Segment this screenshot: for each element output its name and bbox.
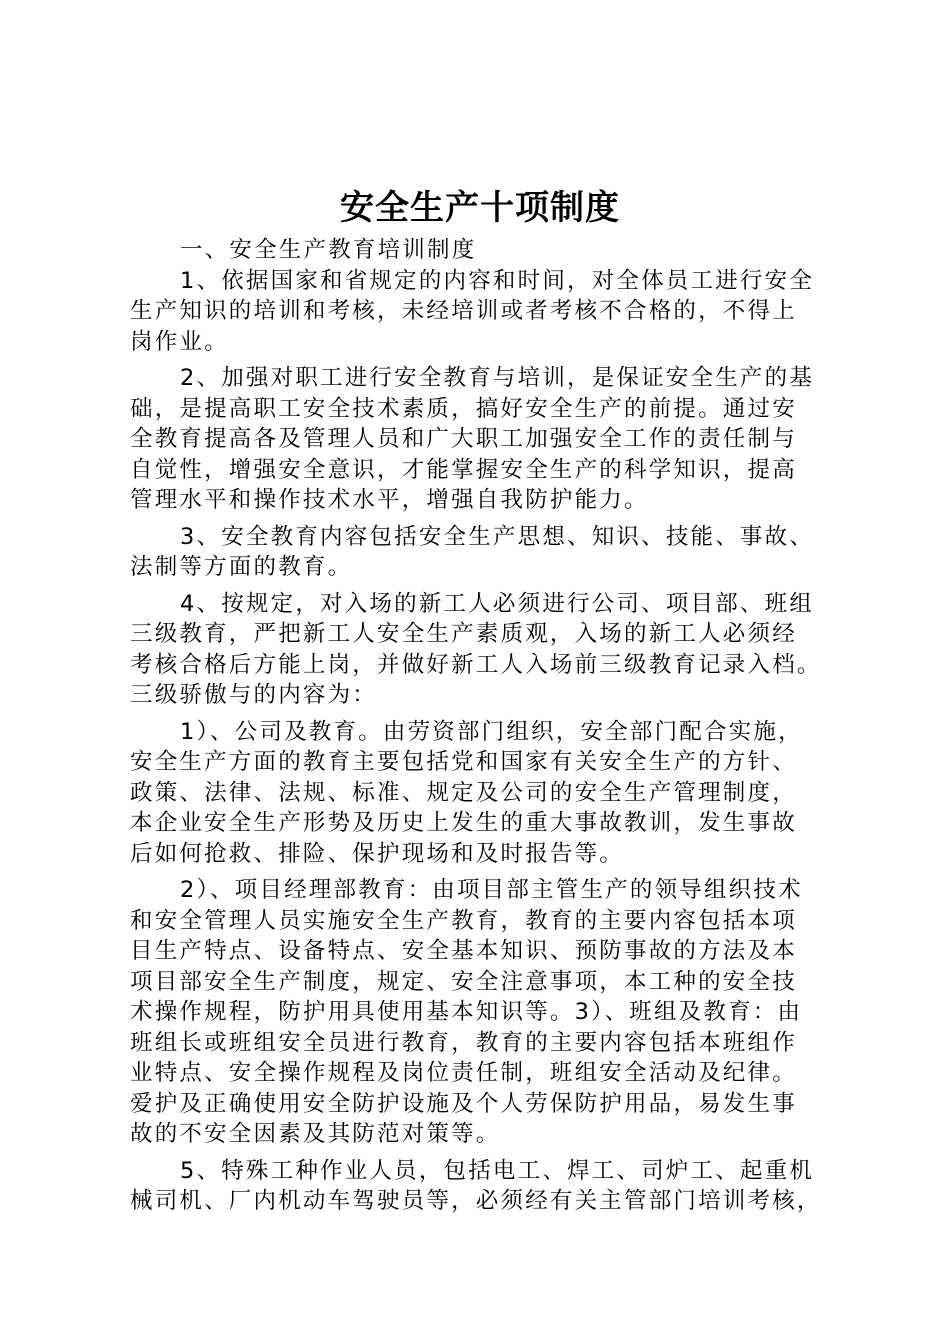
body-line: 一、安全生产教育培训制度 <box>180 237 477 263</box>
body-line: 爱护及正确使用安全防护设施及个人劳保防护用品，易发生事 <box>130 1090 797 1117</box>
body-line: 2、加强对职工进行安全教育与培训，是保证安全生产的基 <box>180 365 815 391</box>
document-body <box>130 235 850 1217</box>
body-line: 础，是提高职工安全技术素质，搞好安全生产的前提。通过安 <box>130 395 797 422</box>
body-line: 1）、公司及教育。由劳资部门组织，安全部门配合实施， <box>180 718 803 745</box>
document-title: 安全生产十项制度 <box>340 188 620 228</box>
body-line: 三级骄傲与的内容为： <box>130 682 378 708</box>
body-line: 三级教育，严把新工人安全生产素质观，入场的新工人必须经 <box>130 621 797 647</box>
body-line: 考核合格后方能上岗，并做好新工人入场前三级教育记录入档。 <box>130 651 822 678</box>
body-line: 自觉性，增强安全意识，才能掌握安全生产的科学知识，提高 <box>130 456 797 483</box>
body-line: 术操作规程，防护用具使用基本知识等。3）、班组及教育：由 <box>130 999 803 1025</box>
body-line: 2）、项目经理部教育：由项目部主管生产的领导组织技术 <box>180 877 803 903</box>
body-line: 班组长或班组安全员进行教育，教育的主要内容包括本班组作 <box>130 1029 797 1056</box>
body-line: 法制等方面的教育。 <box>130 554 353 580</box>
body-line: 目生产特点、设备特点、安全基本知识、预防事故的方法及本 <box>130 938 797 964</box>
body-line: 械司机、厂内机动车驾驶员等，必须经有关主管部门培训考核， <box>130 1188 822 1214</box>
body-line: 项目部安全生产制度，规定、安全注意事项，本工种的安全技 <box>130 968 797 995</box>
body-line: 故的不安全因素及其防范对策等。 <box>130 1121 501 1147</box>
body-line: 管理水平和操作技术水平，增强自我防护能力。 <box>130 487 649 513</box>
body-line: 3、安全教育内容包括安全生产思想、知识、技能、事故、 <box>180 523 815 550</box>
body-line: 安全生产方面的教育主要包括党和国家有关安全生产的方针、 <box>130 749 797 775</box>
body-line: 政策、法律、法规、标准、规定及公司的安全生产管理制度， <box>130 779 797 806</box>
body-line: 和安全管理人员实施安全生产教育，教育的主要内容包括本项 <box>130 907 797 934</box>
body-line: 后如何抢救、排险、保护现场和及时报告等。 <box>130 840 625 867</box>
body-line: 本企业安全生产形势及历史上发生的重大事故教训，发生事故 <box>130 810 797 836</box>
body-line: 1、依据国家和省规定的内容和时间，对全体员工进行安全 <box>180 267 815 294</box>
body-line: 4、按规定，对入场的新工人必须进行公司、项目部、班组 <box>180 590 815 617</box>
body-line: 岗作业。 <box>130 328 229 355</box>
body-line: 生产知识的培训和考核，未经培训或者考核不合格的，不得上 <box>130 298 797 324</box>
body-line: 业特点、安全操作规程及岗位责任制，班组安全活动及纪律。 <box>130 1060 797 1086</box>
body-line: 全教育提高各及管理人员和广大职工加强安全工作的责任制与 <box>130 426 797 452</box>
body-line: 5、特殊工种作业人员，包括电工、焊工、司炉工、起重机 <box>180 1157 815 1184</box>
